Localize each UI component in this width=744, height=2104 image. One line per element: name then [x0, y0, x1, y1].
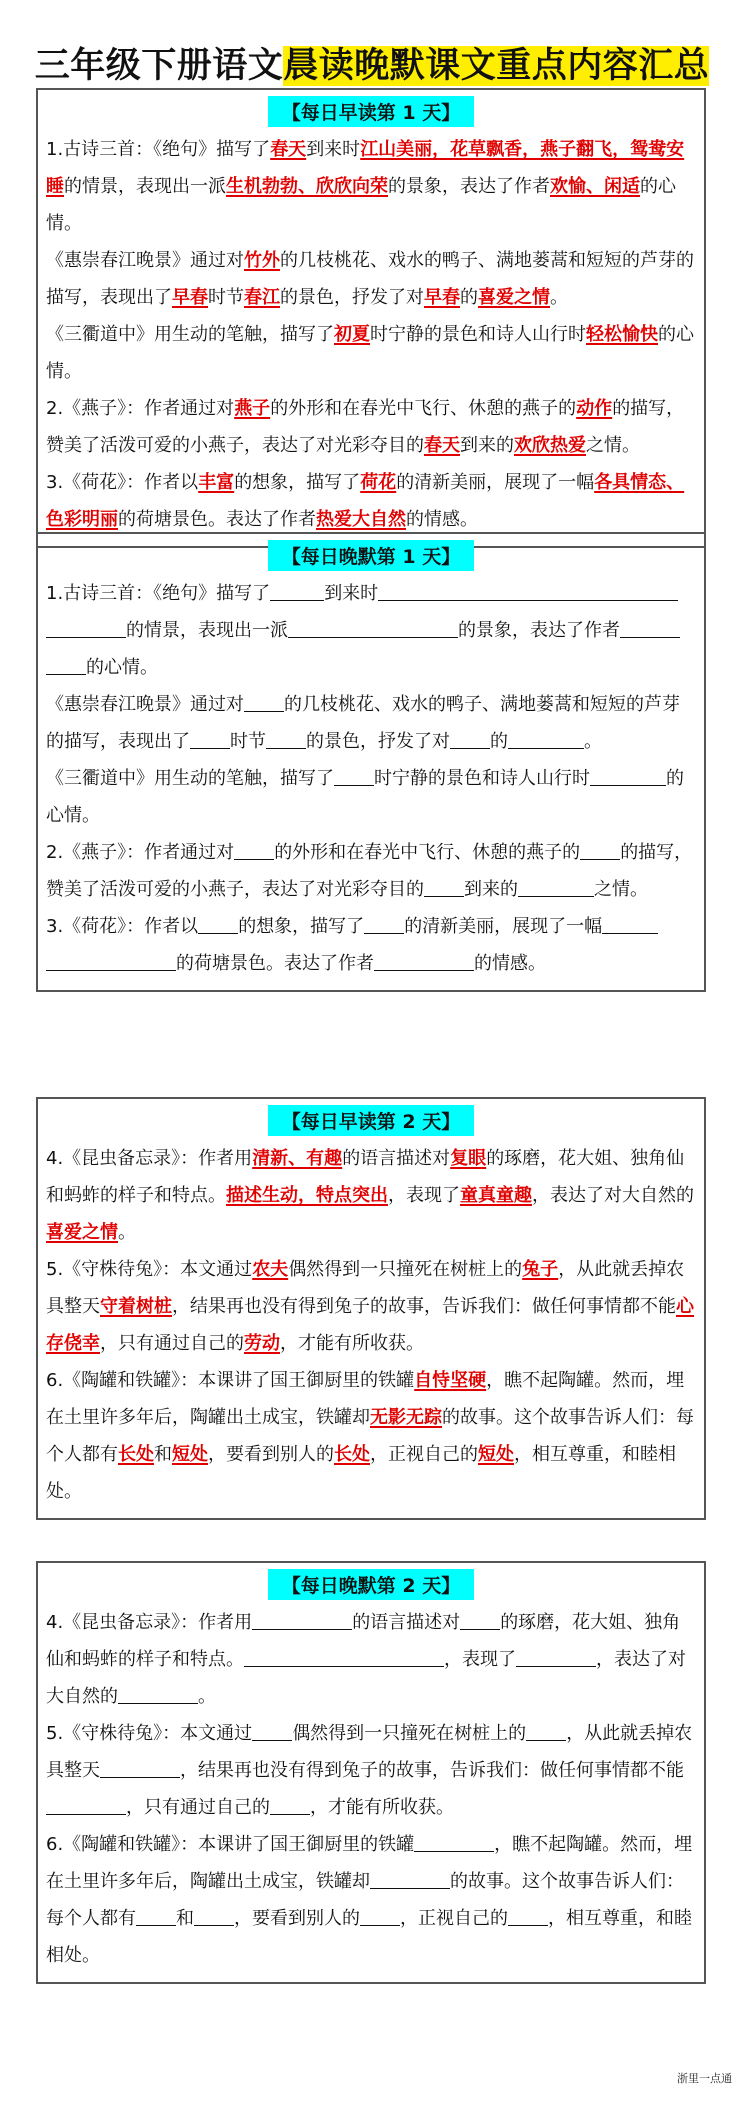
fill-blank[interactable] — [516, 1646, 596, 1667]
answer-text: 欢欣热爱 — [514, 435, 586, 456]
body-text: 偶然得到一只撞死在树桩上的 — [288, 1259, 523, 1280]
answer-text: 长处 — [334, 1444, 370, 1465]
body-text: 的语言描述对 — [352, 1612, 461, 1633]
fill-blank[interactable] — [450, 728, 490, 749]
fill-blank[interactable] — [46, 617, 126, 638]
body-text: 5.《守株待兔》：本文通过 — [46, 1259, 253, 1280]
answer-text: 农夫 — [252, 1259, 289, 1280]
body-text: ，要看到别人的 — [234, 1908, 360, 1929]
body-text: 。 — [584, 731, 602, 752]
body-text: 的外形和在春光中飞行、休憩的燕子的 — [270, 398, 577, 419]
body-text: ，才能有所收获。 — [310, 1797, 454, 1818]
paragraph — [46, 686, 696, 760]
fill-blank[interactable] — [244, 1646, 444, 1667]
fill-blank[interactable] — [136, 1905, 176, 1926]
section-header-label: 【每日晚默第 1 天】 — [268, 540, 474, 571]
answer-text: 长处 — [118, 1444, 154, 1465]
paragraph — [46, 760, 696, 834]
evening-dictation-day2 — [36, 1561, 706, 1984]
body-text: ，瞧不起陶罐。然而，埋在土里许多年后，陶罐出土成宝，铁罐却 — [46, 1834, 693, 1892]
paragraph — [46, 316, 696, 390]
paragraph — [46, 1140, 696, 1251]
body-text: 的景象，表达了作者 — [388, 176, 550, 197]
paragraph — [46, 1251, 696, 1362]
body-text: 的 — [490, 731, 508, 752]
body-text: 3.《荷花》：作者以 — [46, 916, 199, 937]
answer-text: 江山美丽，花草飘香，燕子翻飞，鸳鸯安睡 — [46, 139, 685, 197]
body-text: 的心情。 — [46, 324, 694, 382]
fill-blank[interactable] — [518, 876, 594, 897]
fill-blank[interactable] — [580, 839, 620, 860]
body-text: 的故事。这个故事告诉人们：每个人都有 — [46, 1871, 684, 1929]
body-text: 到来时 — [306, 139, 361, 160]
body-text: 的景色，抒发了对 — [280, 287, 424, 308]
body-text: ，从此就丢掉农具整天 — [46, 1259, 685, 1317]
fill-blank[interactable] — [190, 728, 230, 749]
body-text: 《三衢道中》用生动的笔触，描写了 — [46, 324, 334, 345]
answer-text: 清新、有趣 — [252, 1148, 343, 1169]
fill-blank[interactable] — [508, 1905, 548, 1926]
answer-text: 燕子 — [234, 398, 271, 419]
title-plain: 三年级下册语文 — [34, 46, 284, 86]
body-text: 的心情。 — [46, 768, 684, 826]
body-text: 4.《昆虫备忘录》：作者用 — [46, 1612, 253, 1633]
fill-blank[interactable] — [234, 839, 274, 860]
body-text: 《惠崇春江晚景》通过对 — [46, 694, 244, 715]
body-text: 之情。 — [594, 879, 648, 900]
body-text: 的情景，表现出一派 — [64, 176, 226, 197]
evening-dictation-day1 — [36, 532, 706, 992]
fill-blank[interactable] — [370, 1868, 450, 1889]
body-text: 的心情。 — [86, 657, 158, 678]
body-text: ，相互尊重，和睦相处。 — [46, 1444, 676, 1502]
answer-text: 春江 — [244, 287, 280, 308]
section-header — [46, 96, 696, 127]
body-text: 时宁静的景色和诗人山行时 — [374, 768, 590, 789]
paragraph — [46, 1604, 696, 1715]
body-text: ，结果再也没有得到兔子的故事，告诉我们：做任何事情都不能 — [180, 1760, 684, 1781]
paragraph — [46, 1715, 696, 1826]
body-text: 的景色，抒发了对 — [306, 731, 450, 752]
answer-text: 复眼 — [450, 1148, 487, 1169]
section-header — [46, 1105, 696, 1136]
fill-blank[interactable] — [646, 765, 666, 786]
fill-blank[interactable] — [266, 728, 306, 749]
fill-blank[interactable] — [334, 765, 374, 786]
body-text: ，表达了对大自然的 — [532, 1185, 694, 1206]
answer-text: 劳动 — [244, 1333, 280, 1354]
answer-text: 丰富 — [198, 472, 235, 493]
body-text: 的清新美丽，展现了一幅 — [396, 472, 595, 493]
paragraph — [46, 908, 696, 982]
fill-blank[interactable] — [602, 913, 658, 934]
paragraph — [46, 464, 696, 538]
paragraph — [46, 1362, 696, 1510]
fill-blank[interactable] — [590, 765, 646, 786]
body-text: 的景象，表达了作者 — [458, 620, 620, 641]
fill-blank[interactable] — [460, 1609, 500, 1630]
fill-blank[interactable] — [270, 580, 324, 601]
answer-text: 热爱大自然 — [316, 509, 406, 530]
fill-blank[interactable] — [374, 950, 474, 971]
body-text: 的 — [460, 287, 478, 308]
paragraph — [46, 834, 696, 908]
body-text: 《惠崇春江晚景》通过对 — [46, 250, 244, 271]
body-text: 的琢磨，花大姐、独角仙和蚂蚱的样子和特点。 — [46, 1612, 681, 1670]
body-text: 偶然得到一只撞死在树桩上的 — [292, 1723, 527, 1744]
answer-text: 竹外 — [244, 250, 280, 271]
body-text: 的几枝桃花、戏水的鸭子、满地蒌蒿和短短的芦芽的描写，表现出了 — [46, 250, 694, 308]
answer-text: 喜爱之情 — [46, 1222, 118, 1243]
body-text: 的荷塘景色。表达了作者 — [118, 509, 316, 530]
fill-blank[interactable] — [508, 728, 584, 749]
body-text: 。 — [198, 1686, 216, 1707]
section-header — [46, 1569, 696, 1600]
body-text: ，要看到别人的 — [208, 1444, 334, 1465]
fill-blank[interactable] — [360, 1905, 400, 1926]
body-text: 的外形和在春光中飞行、休憩的燕子的 — [274, 842, 581, 863]
morning-reading-day2 — [36, 1097, 706, 1520]
fill-blank[interactable] — [198, 913, 238, 934]
body-text: 时宁静的景色和诗人山行时 — [370, 324, 586, 345]
body-text: ，正视自己的 — [370, 1444, 478, 1465]
fill-blank[interactable] — [288, 617, 458, 638]
fill-blank[interactable] — [118, 1683, 198, 1704]
body-text: 1.古诗三首：《绝句》描写了 — [46, 583, 271, 604]
body-text: 。 — [118, 1222, 136, 1243]
answer-text: 短处 — [172, 1444, 208, 1465]
section-header-label: 【每日晚默第 2 天】 — [268, 1569, 474, 1600]
body-text: 的语言描述对 — [342, 1148, 451, 1169]
paragraph — [46, 390, 696, 464]
body-text: 。 — [550, 287, 568, 308]
paragraph — [46, 1826, 696, 1974]
answer-text: 兔子 — [522, 1259, 559, 1280]
answer-text: 自恃坚硬 — [414, 1370, 487, 1391]
paragraph — [46, 575, 696, 686]
paragraph — [46, 242, 696, 316]
answer-text: 描述生动，特点突出 — [226, 1185, 388, 1206]
body-text: ，只有通过自己的 — [126, 1797, 270, 1818]
body-text: 和 — [176, 1908, 194, 1929]
body-text: 5.《守株待兔》：本文通过 — [46, 1723, 253, 1744]
fill-blank[interactable] — [100, 1757, 180, 1778]
fill-blank[interactable] — [46, 950, 176, 971]
fill-blank[interactable] — [194, 1905, 234, 1926]
body-text: ，结果再也没有得到兔子的故事，告诉我们：做任何事情都不能 — [172, 1296, 676, 1317]
body-text: ，瞧不起陶罐。然而，埋在土里许多年后，陶罐出土成宝，铁罐却 — [46, 1370, 685, 1428]
answer-text: 荷花 — [360, 472, 397, 493]
body-text: ，正视自己的 — [400, 1908, 508, 1929]
body-text: 6.《陶罐和铁罐》：本课讲了国王御厨里的铁罐 — [46, 1370, 415, 1391]
body-text: 的描写，赞美了活泼可爱的小燕子，表达了对光彩夺目的 — [46, 398, 685, 456]
body-text: 的荷塘景色。表达了作者 — [176, 953, 374, 974]
answer-text: 早春 — [172, 287, 208, 308]
body-text: 的描写，赞美了活泼可爱的小燕子，表达了对光彩夺目的 — [46, 842, 693, 900]
section-header-label: 【每日早读第 2 天】 — [268, 1105, 474, 1136]
body-text: 时节 — [230, 731, 266, 752]
answer-text: 守着树桩 — [100, 1296, 172, 1317]
body-text: 和 — [154, 1444, 172, 1465]
body-text: 2.《燕子》：作者通过对 — [46, 842, 235, 863]
footer-watermark: 浙里一点通 — [677, 2072, 732, 2085]
body-text: 1.古诗三首：《绝句》描写了 — [46, 139, 271, 160]
body-text: 的几枝桃花、戏水的鸭子、满地蒌蒿和短短的芦芽的描写，表现出了 — [46, 694, 680, 752]
body-text: 4.《昆虫备忘录》：作者用 — [46, 1148, 253, 1169]
body-text: 3.《荷花》：作者以 — [46, 472, 199, 493]
answer-text: 早春 — [424, 287, 460, 308]
body-text: 的心情。 — [46, 176, 676, 234]
page-title — [0, 38, 744, 88]
fill-blank[interactable] — [270, 1794, 310, 1815]
body-text: 的想象，描写了 — [238, 916, 365, 937]
answer-text: 初夏 — [334, 324, 370, 345]
answer-text: 春天 — [270, 139, 307, 160]
answer-text: 童真童趣 — [460, 1185, 532, 1206]
body-text: 时节 — [208, 287, 244, 308]
answer-text: 春天 — [424, 435, 460, 456]
paragraph — [46, 131, 696, 242]
fill-blank[interactable] — [378, 580, 678, 601]
body-text: 的故事。这个故事告诉人们：每个人都有 — [46, 1407, 694, 1465]
answer-text: 欢愉、闲适 — [550, 176, 640, 197]
body-text: 之情。 — [586, 435, 640, 456]
answer-text: 心存侥幸 — [46, 1296, 694, 1354]
body-text: 的琢磨，花大姐、独角仙和蚂蚱的样子和特点。 — [46, 1148, 685, 1206]
body-text: 的情感。 — [406, 509, 478, 530]
body-text: ，才能有所收获。 — [280, 1333, 424, 1354]
body-text: 的想象，描写了 — [234, 472, 361, 493]
body-text: 到来时 — [324, 583, 379, 604]
section-header-label: 【每日早读第 1 天】 — [268, 96, 474, 127]
fill-blank[interactable] — [414, 1831, 494, 1852]
body-text: 2.《燕子》：作者通过对 — [46, 398, 235, 419]
answer-text: 短处 — [478, 1444, 514, 1465]
section-header — [46, 540, 696, 571]
answer-text: 轻松愉快 — [586, 324, 658, 345]
fill-blank[interactable] — [364, 913, 404, 934]
body-text: 到来的 — [464, 879, 518, 900]
body-text: ，从此就丢掉农具整天 — [46, 1723, 693, 1781]
body-text: ，只有通过自己的 — [100, 1333, 244, 1354]
body-text: 到来的 — [460, 435, 514, 456]
body-text: ，表达了对大自然的 — [46, 1649, 686, 1707]
fill-blank[interactable] — [252, 1609, 352, 1630]
body-text: 的清新美丽，展现了一幅 — [404, 916, 603, 937]
body-text: ，表现了 — [388, 1185, 460, 1206]
body-text: ，相互尊重，和睦相处。 — [46, 1908, 692, 1966]
title-highlight: 晨读晚默课文重点内容汇总 — [283, 46, 710, 86]
fill-blank[interactable] — [620, 617, 680, 638]
fill-blank[interactable] — [46, 1794, 126, 1815]
body-text: 的情感。 — [474, 953, 546, 974]
fill-blank[interactable] — [424, 876, 464, 897]
body-text: 《三衢道中》用生动的笔触，描写了 — [46, 768, 334, 789]
answer-text: 动作 — [576, 398, 613, 419]
fill-blank[interactable] — [46, 654, 86, 675]
answer-text: 各具情态、色彩明丽 — [46, 472, 685, 530]
answer-text: 生机勃勃、欣欣向荣 — [226, 176, 388, 197]
answer-text: 无影无踪 — [370, 1407, 442, 1428]
body-text: 的情景，表现出一派 — [126, 620, 288, 641]
body-text: ，表现了 — [444, 1649, 516, 1670]
fill-blank[interactable] — [244, 691, 284, 712]
body-text: 6.《陶罐和铁罐》：本课讲了国王御厨里的铁罐 — [46, 1834, 415, 1855]
morning-reading-day1 — [36, 88, 706, 548]
fill-blank[interactable] — [526, 1720, 566, 1741]
fill-blank[interactable] — [252, 1720, 292, 1741]
answer-text: 喜爱之情 — [478, 287, 550, 308]
